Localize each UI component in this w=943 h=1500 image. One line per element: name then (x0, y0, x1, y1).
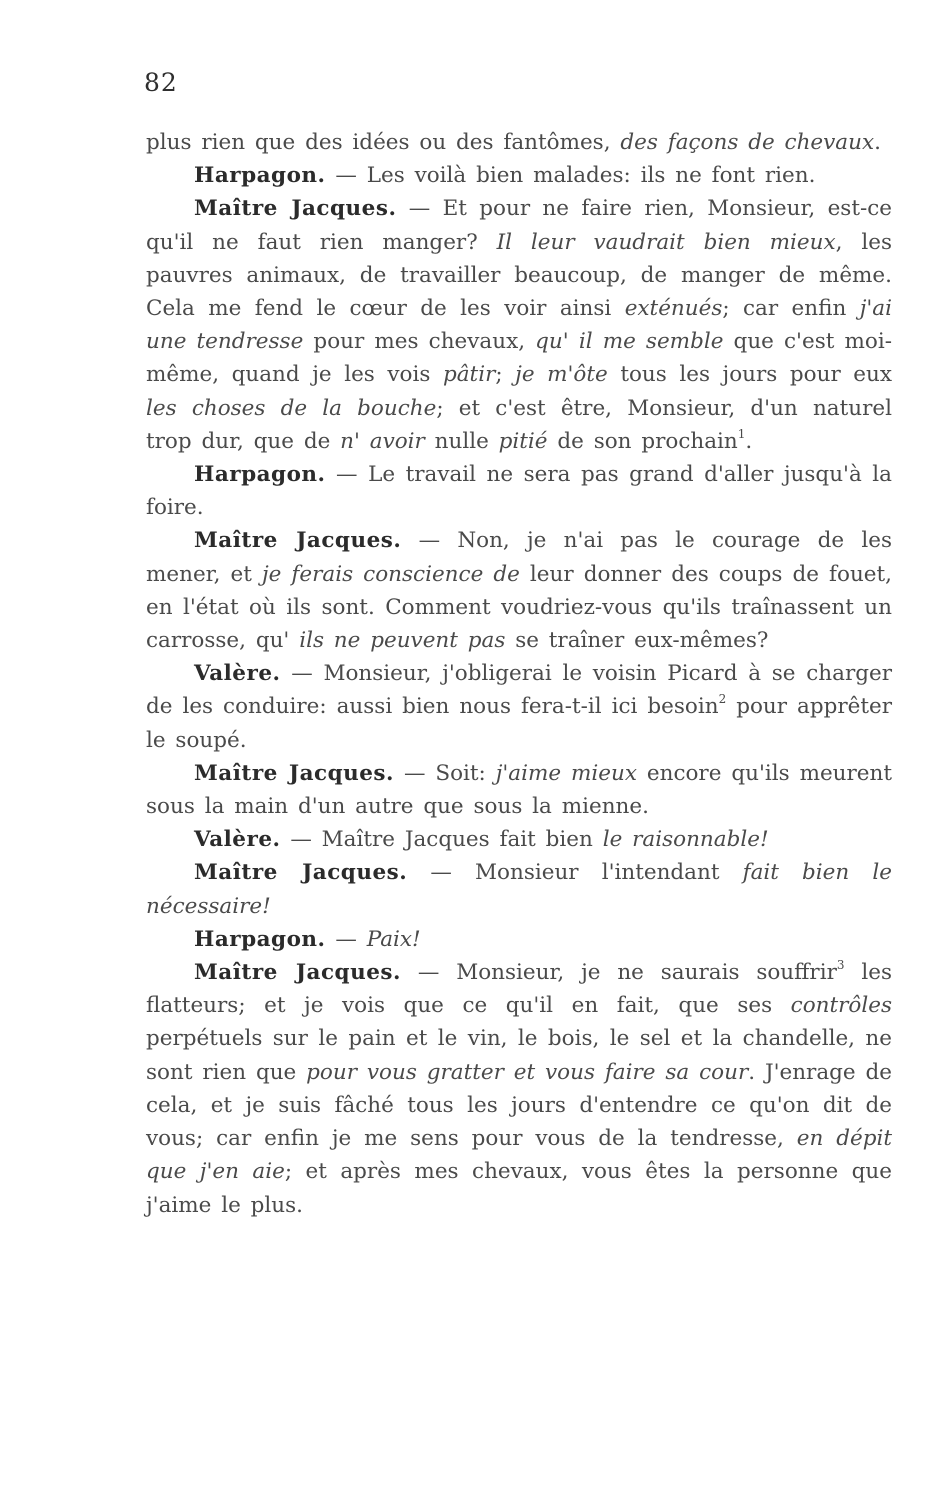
text-run: leur donner des coups de fouet, en l'état où ils sont. Comment voudriez-vous qu'ils traînassent un carrosse, qu' (146, 561, 893, 654)
speaker-name: Harpagon. (194, 926, 326, 952)
italic-text: en dépit que j'en aie (146, 1126, 893, 1185)
italic-text: des façons de chevaux (620, 130, 875, 155)
speaker-name: Valère. (194, 661, 281, 687)
speaker-name: Maître Jacques. (194, 760, 395, 786)
paragraph (146, 923, 892, 956)
paragraph (146, 657, 892, 757)
text-run: tous les jours pour eux (607, 362, 892, 388)
italic-text: pour vous gratter et vous faire sa cour (306, 1059, 749, 1085)
italic-text: pâtir (442, 362, 496, 388)
footnote-marker: 3 (836, 957, 845, 972)
paragraph (146, 823, 892, 856)
text-run: — Monsieur l'intendant (407, 860, 743, 886)
text-run: pour apprêter le soupé. (146, 694, 892, 753)
paragraph (146, 126, 892, 159)
text-run: . (745, 428, 753, 454)
text-run: — Maître Jacques fait bien (280, 827, 603, 853)
footnote-marker: 2 (718, 692, 727, 707)
text-run: . J'enrage de cela, et je suis fâché tous les jours d'entendre ce qu'on dit de vous; car enfin je me sens pour vous de la tendresse, (146, 1059, 892, 1152)
text-run: — Non, je n'ai pas le courage de les mener, et (146, 528, 892, 587)
italic-text: contrôles (790, 993, 892, 1019)
italic-text: Il leur vaudrait bien mieux (496, 229, 836, 255)
text-run: — Soit: (394, 760, 496, 786)
text-run: — Monsieur, je ne saurais souffrir (400, 960, 837, 986)
text-run: pour mes chevaux, (303, 329, 536, 355)
text-run: de son prochain (547, 428, 738, 454)
text-run: les flatteurs; et je vois que ce qu'il en fait, que ses (146, 960, 893, 1019)
speaker-name: Harpagon. (194, 163, 326, 189)
paragraph (146, 458, 892, 524)
italic-text: le raisonnable! (602, 827, 769, 853)
footnote-marker: 1 (737, 426, 746, 441)
italic-text: j'ai une tendresse (146, 296, 892, 355)
speaker-name: Maître Jacques. (194, 196, 397, 222)
speaker-name: Harpagon. (194, 462, 326, 488)
italic-text: fait bien le nécessaire! (146, 860, 892, 919)
text-run: — Le travail ne sera pas grand d'aller jusqu'à la foire. (146, 462, 892, 521)
italic-text: qu' il me semble (535, 329, 724, 355)
speaker-name: Valère. (194, 827, 281, 853)
text-run: , les pauvres animaux, de travailler beaucoup, de manger de même. Cela me fend le cœur de les voir ainsi (146, 229, 892, 322)
text-run: encore qu'ils meurent sous la main d'un autre que sous la mienne. (146, 760, 893, 820)
paragraph (146, 757, 892, 823)
italic-text: Paix! (366, 926, 421, 952)
page-number: 82 (144, 68, 178, 97)
italic-text: n' avoir (340, 428, 425, 454)
text-run: plus rien que des idées ou des fantômes, (146, 130, 621, 155)
text-run: — Et pour ne faire rien, Monsieur, est-ce qu'il ne faut rien manger? (146, 196, 892, 255)
text-run: ; (495, 362, 516, 388)
paragraph (146, 524, 892, 657)
text-body (146, 126, 892, 1222)
speaker-name: Maître Jacques. (194, 860, 408, 886)
italic-text: les choses de la bouche (146, 395, 437, 421)
italic-text: exténués (624, 296, 723, 322)
text-run: ; et c'est être, Monsieur, d'un naturel trop dur, que de (146, 395, 892, 454)
text-run: que c'est moi-même, quand je les vois (146, 329, 892, 388)
text-run: perpétuels sur le pain et le vin, le bois, le sel et la chandelle, ne sont rien que (146, 1026, 892, 1085)
speaker-name: Maître Jacques. (194, 528, 402, 554)
italic-text: je m'ôte (515, 362, 608, 388)
text-run: — Monsieur, j'obligerai le voisin Picard à se charger de les conduire: aussi bien nous fera-t-il ici besoin (146, 661, 892, 720)
paragraph (146, 192, 892, 458)
text-run: ; car enfin (722, 296, 860, 322)
paragraph (146, 856, 892, 922)
text-run: — Les voilà bien malades: ils ne font rien. (325, 163, 816, 189)
speaker-name: Maître Jacques. (194, 960, 401, 986)
paragraph (146, 159, 892, 192)
text-run: ; et après mes chevaux, vous êtes la personne que j'aime le plus. (146, 1159, 892, 1218)
text-run: nulle (424, 428, 499, 454)
paragraph (146, 956, 892, 1222)
italic-text: ils ne peuvent pas (299, 628, 506, 654)
text-run: . (874, 130, 881, 155)
italic-text: pitié (498, 428, 548, 454)
text-run: — (325, 926, 367, 952)
italic-text: je ferais conscience de (261, 561, 520, 587)
text-run: se traîner eux-mêmes? (505, 628, 769, 654)
italic-text: j'aime mieux (495, 760, 637, 786)
